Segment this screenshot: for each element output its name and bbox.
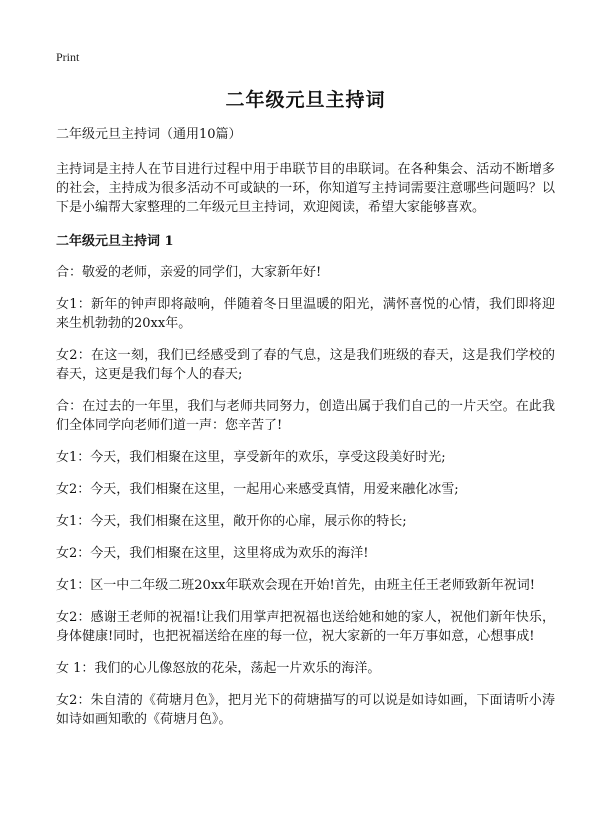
script-line: 女 1：我们的心儿像怒放的花朵，荡起一片欢乐的海洋。 xyxy=(56,661,381,676)
intro-paragraph: 主持词是主持人在节目进行过程中用于串联节目的串联词。在各种集会、活动不断增多的社会，主持成为很多活动不可或缺的一环，你知道写主持词需要注意哪些问题吗？以下是小编帮大家整理的二年级元旦主持词，欢迎阅读，希望大家能够喜欢。 xyxy=(56,162,555,215)
script-line: 女2：感谢王老师的祝福!让我们用掌声把祝福也送给她和她的家人，祝他们新年快乐，身体健康!同时，也把祝福送给在座的每一位，祝大家新的一年万事如意，心想事成! xyxy=(56,610,555,644)
script-line: 女1：新年的钟声即将敲响，伴随着冬日里温暖的阳光，满怀喜悦的心情，我们即将迎来生机勃勃的20xx年。 xyxy=(56,297,555,331)
page-title: 二年级元旦主持词 xyxy=(225,89,386,111)
document-subtitle: 二年级元旦主持词（通用10篇） xyxy=(56,127,242,142)
script-line: 女2：今天，我们相聚在这里，一起用心来感受真情，用爱来融化冰雪; xyxy=(56,482,459,497)
script-line: 女1：区一中二年级二班20xx年联欢会现在开始!首先，由班主任王老师致新年祝词! xyxy=(56,578,535,593)
script-lines xyxy=(56,263,555,729)
section-heading: 二年级元旦主持词 1 xyxy=(56,234,174,249)
script-line: 女1：今天，我们相聚在这里，敞开你的心扉，展示你的特长; xyxy=(56,514,407,529)
script-line: 合：在过去的一年里，我们与老师共同努力，创造出属于我们自己的一片天空。在此我们全体同学向老师们道一声：您辛苦了! xyxy=(56,399,555,433)
script-line: 女2：今天，我们相聚在这里，这里将成为欢乐的海洋! xyxy=(56,546,369,561)
script-line: 女1：今天，我们相聚在这里，享受新年的欢乐，享受这段美好时光; xyxy=(56,450,446,465)
script-line: 女2：朱自清的《荷塘月色》，把月光下的荷塘描写的可以说是如诗如画，下面请听小涛如诗如画知歌的《荷塘月色》。 xyxy=(56,693,555,727)
script-line: 合：敬爱的老师，亲爱的同学们，大家新年好! xyxy=(56,265,322,280)
script-line: 女2：在这一刻，我们已经感受到了春的气息，这是我们班级的春天，这是我们学校的春天，这更是我们每个人的春天; xyxy=(56,348,555,382)
print-link[interactable]: Print xyxy=(56,50,80,64)
